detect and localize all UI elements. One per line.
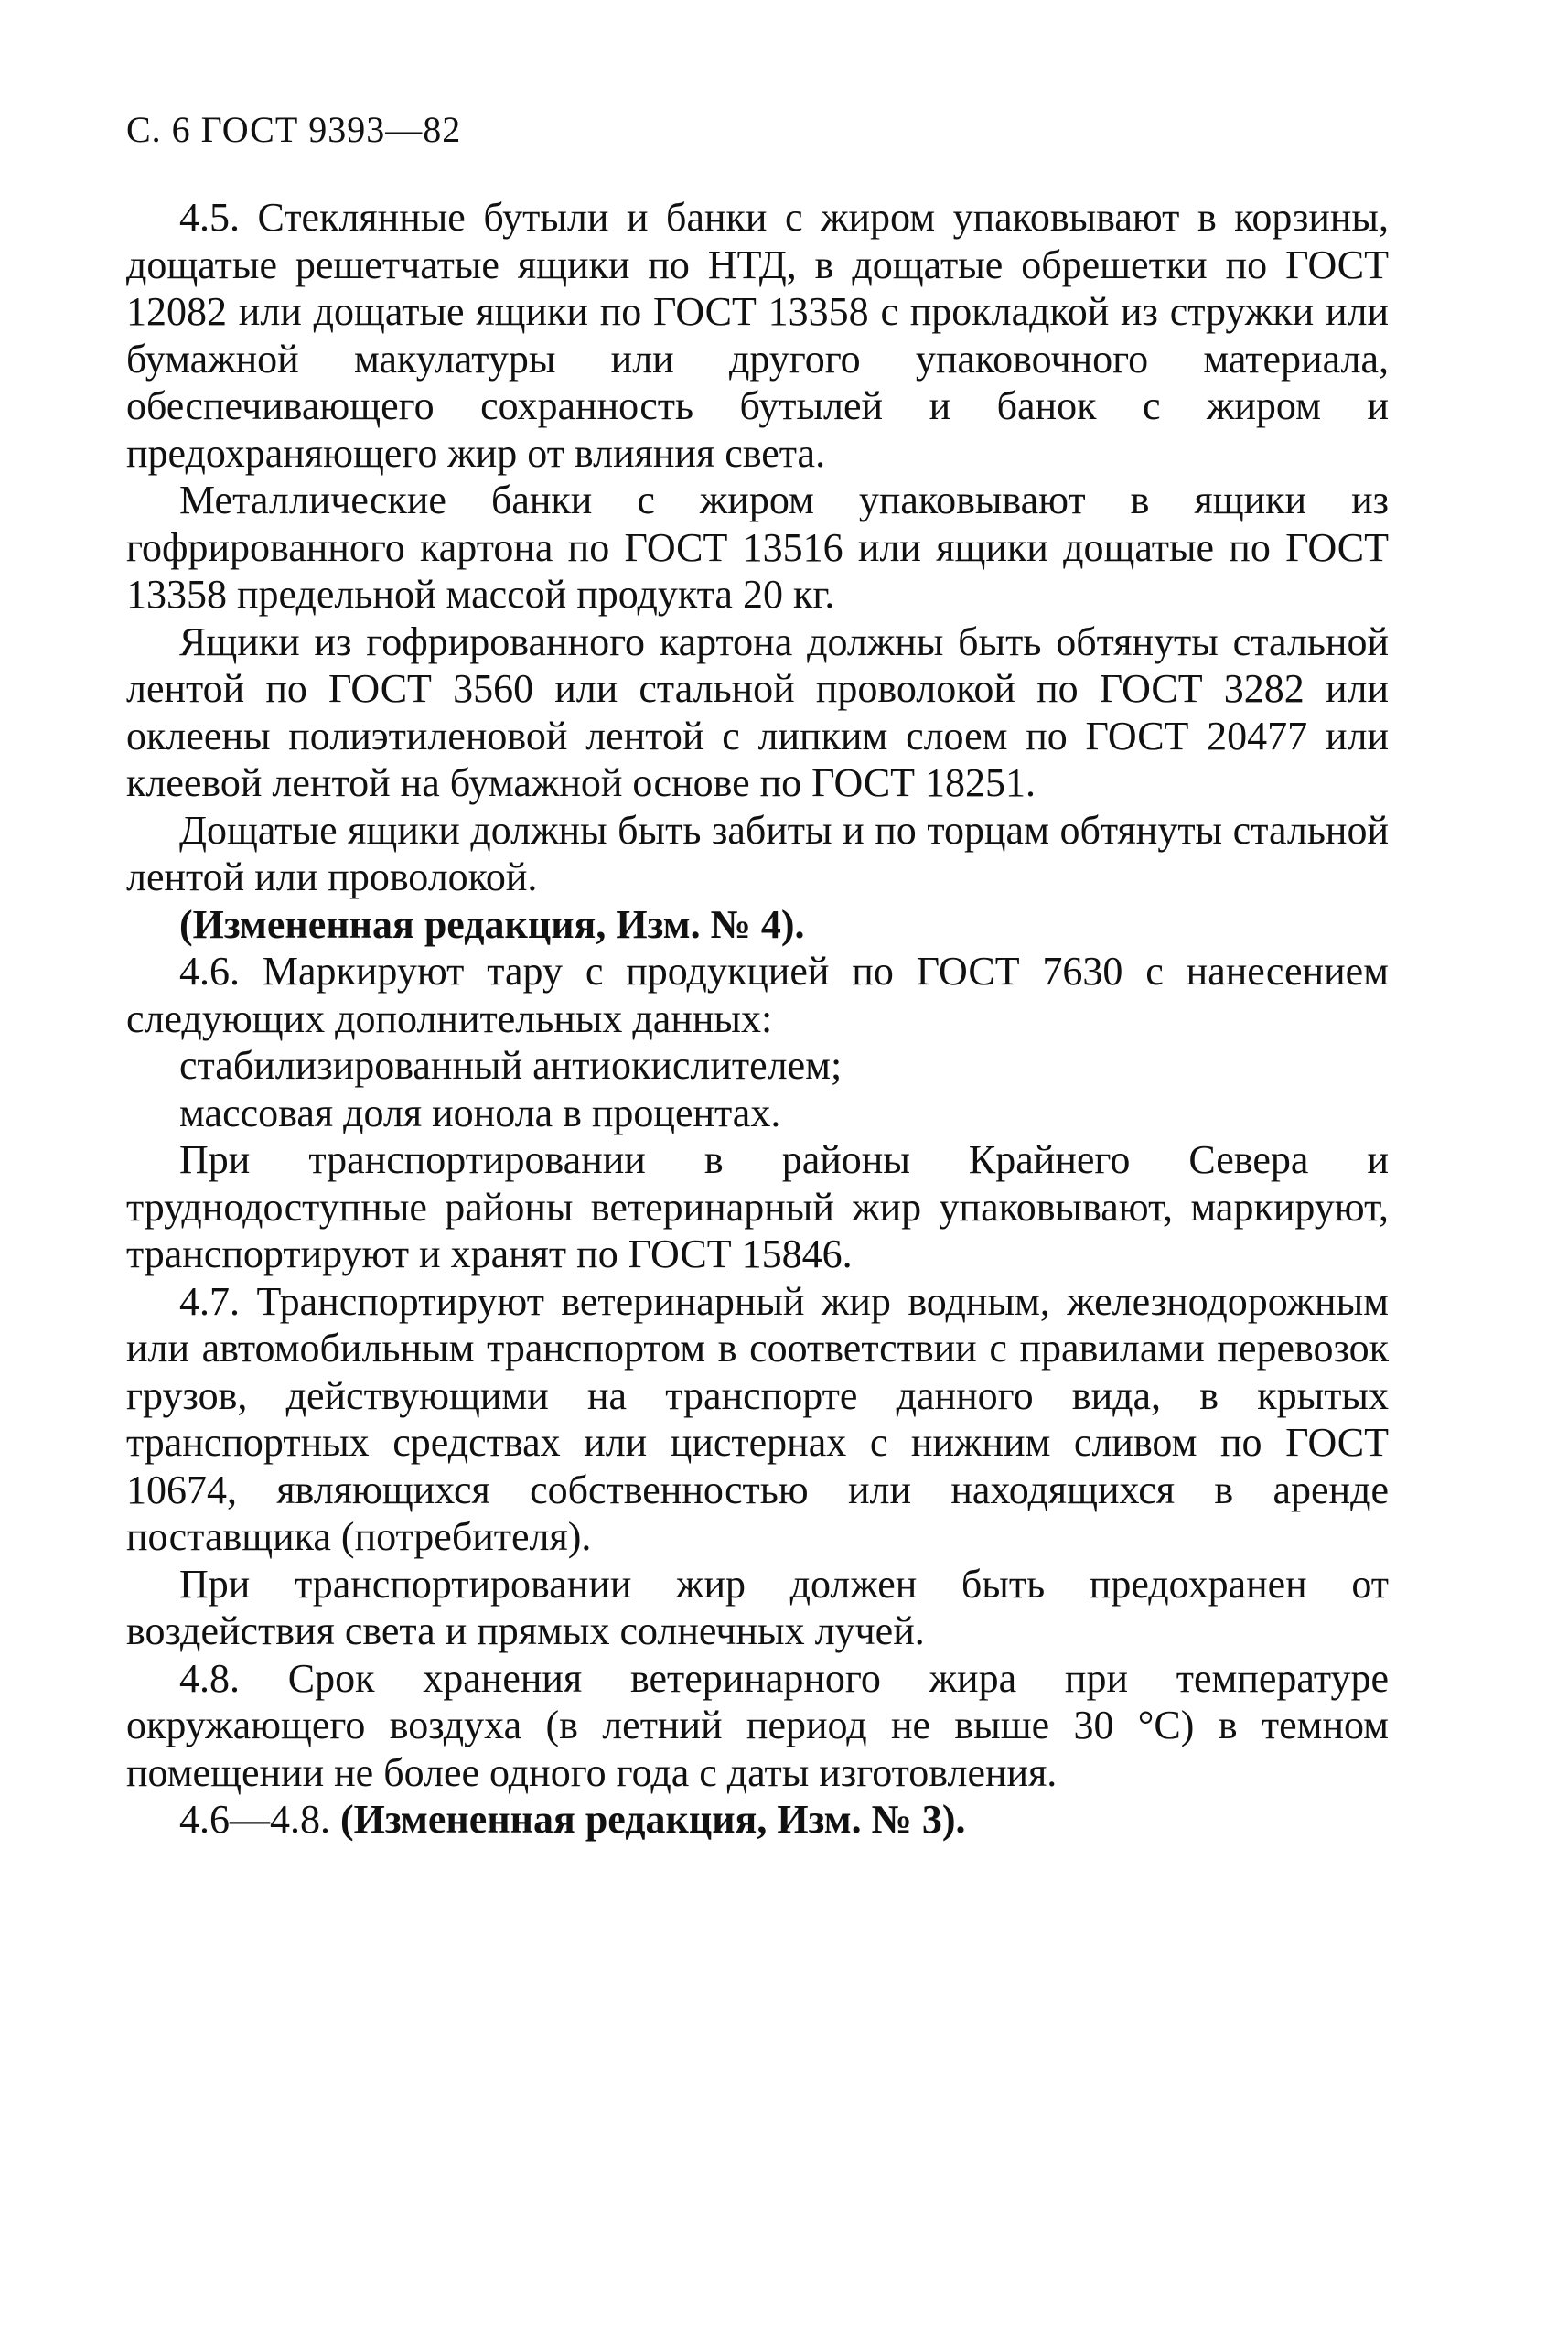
paragraph-4-5: 4.5. Стеклянные бутыли и банки с жиром упаковывают в корзины, дощатые решетчатые ящики по НТД, в дощатые обрешетки по ГОСТ 12082 или дощатые ящики по ГОСТ 13358 с прокладкой из стружки или бумажной макулатуры или другого упаковочного материала, обеспечивающего сохранность бутылей и банок с жиром и предохраняющего жир от влияния света.	[126, 195, 1389, 476]
amendment-note-3-text: (Измененная редакция, Изм. № 3).	[340, 1797, 966, 1842]
document-body	[126, 194, 1389, 1844]
list-item-stabilized: стабилизированный антиокислителем;	[179, 1043, 843, 1088]
paragraph-4-8: 4.8. Срок хранения ветеринарного жира при температуре окружающего воздуха (в летний период не выше 30 °С) в темном помещении не более одного года с даты изготовления.	[126, 1655, 1389, 1795]
list-item-ionol: массовая доля ионола в процентах.	[179, 1090, 781, 1135]
amendment-note-3-prefix: 4.6—4.8.	[179, 1797, 340, 1842]
paragraph-4-7: 4.7. Транспортируют ветеринарный жир водным, железнодорожным или автомобильным транспортом в соответствии с правилами перевозок грузов, действующими на транспорте данного вида, в крытых транспортных средствах или цистернах с нижним сливом по ГОСТ 10674, являющихся собственностью или находящихся в аренде поставщика (потребителя).	[126, 1278, 1389, 1559]
page-header: С. 6 ГОСТ 9393—82	[126, 109, 462, 150]
paragraph-cardboard-boxes: Ящики из гофрированного картона должны быть обтянуты стальной лентой по ГОСТ 3560 или стальной проволокой по ГОСТ 3282 или оклеены полиэтиленовой лентой с липким слоем по ГОСТ 20477 или клеевой лентой на бумажной основе по ГОСТ 18251.	[126, 618, 1389, 805]
paragraph-light-protection: При транспортировании жир должен быть предохранен от воздействия света и прямых солнечных лучей.	[126, 1561, 1389, 1653]
amendment-note-4: (Измененная редакция, Изм. № 4).	[179, 901, 805, 947]
amendment-note-3	[126, 1796, 1389, 1844]
paragraph-metal-cans: Металлические банки с жиром упаковывают в ящики из гофрированного картона по ГОСТ 13516 или ящики дощатые по ГОСТ 13358 предельной массой продукта 20 кг.	[126, 478, 1389, 617]
paragraph-far-north: При транспортировании в районы Крайнего Севера и труднодоступные районы ветеринарный жир упаковывают, маркируют, транспортируют и хранят по ГОСТ 15846.	[126, 1137, 1389, 1276]
paragraph-wooden-boxes: Дощатые ящики должны быть забиты и по торцам обтянуты стальной лентой или проволокой.	[126, 807, 1389, 899]
paragraph-4-6: 4.6. Маркируют тару с продукцией по ГОСТ 7630 с нанесением следующих дополнительных данных:	[126, 949, 1389, 1041]
